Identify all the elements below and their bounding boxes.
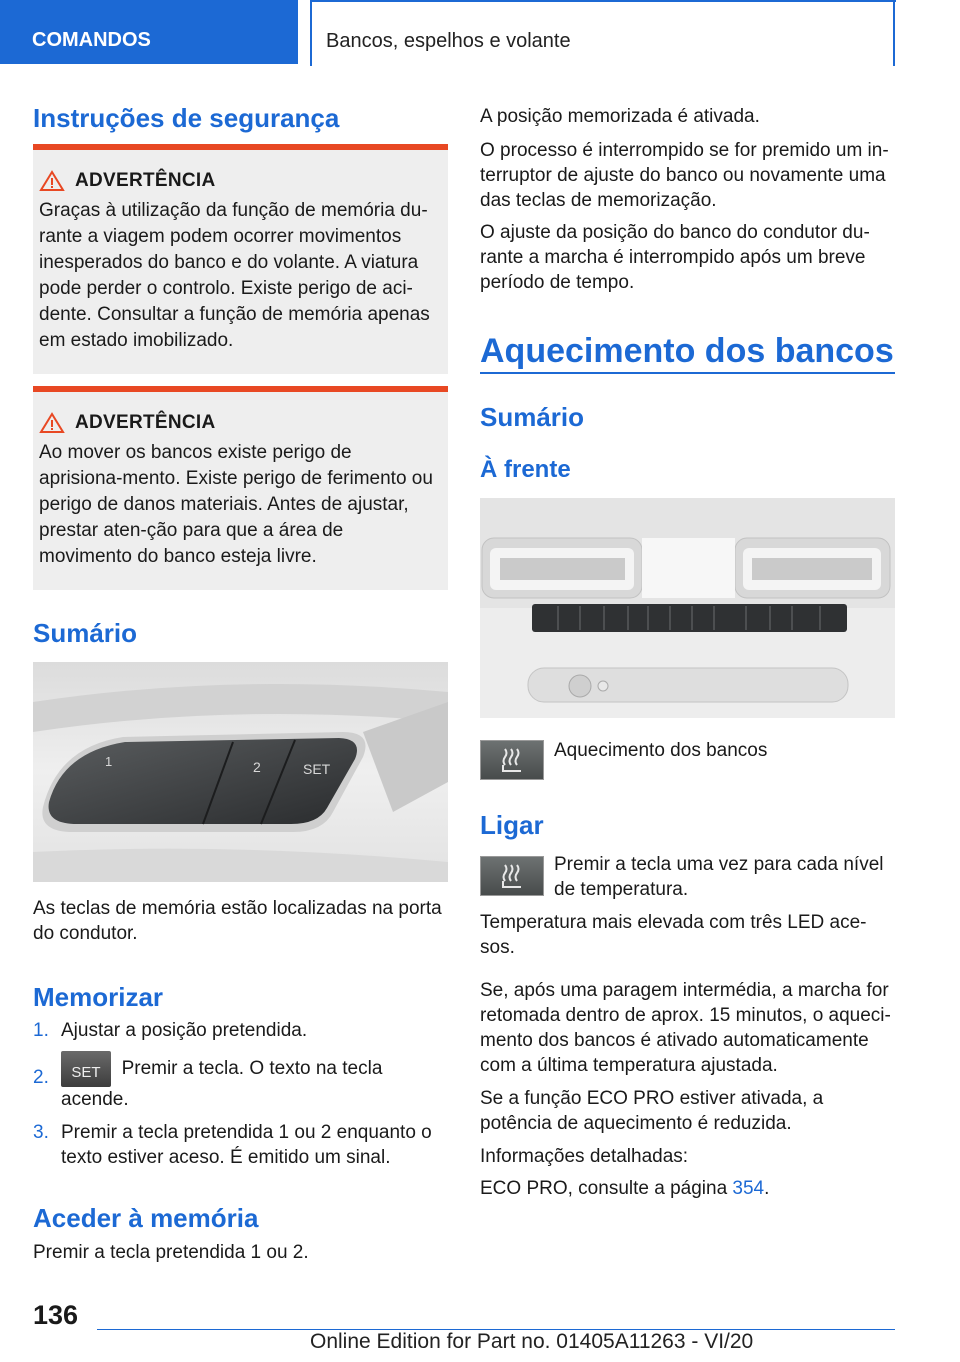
- step-text: Ajustar a posição pretendida.: [61, 1020, 308, 1041]
- seat-heating-key-icon: [480, 856, 544, 896]
- heading-summary-right: Sumário: [480, 402, 585, 432]
- step-number: 1.: [33, 1020, 49, 1041]
- switch-on-text: Premir a tecla uma vez para cada nível de temperatura.: [554, 854, 884, 900]
- paragraph: O ajuste da posição do banco do condutor du-rante a marcha é interrompido após um breve período de tempo.: [480, 222, 870, 293]
- paragraph-reference: [480, 1176, 896, 1201]
- paragraph: Se a função ECO PRO estiver ativada, a potência de aquecimento é reduzida.: [480, 1088, 824, 1134]
- list-item: [33, 1018, 448, 1043]
- seat-heating-icon: [481, 741, 543, 779]
- warning-box-1: [33, 144, 448, 374]
- paragraph: Informações detalhadas:: [480, 1146, 689, 1167]
- warning-text: Graças à utilização da função de memória du-rante a viagem podem ocorrer movimentos inesperados do banco e do volante. A viatura pode perder o controlo. Existe perigo de aci-dente. Consultar a função de memória apenas em estado imobilizado.: [39, 200, 430, 351]
- header-rule-left: [310, 0, 312, 66]
- heading-memorize: Memorizar: [33, 982, 164, 1012]
- door-button-set: SET: [303, 761, 331, 777]
- page-number: 136: [33, 1300, 79, 1330]
- heading-access-memory: Aceder à memória: [33, 1203, 259, 1233]
- door-button-1: 1: [105, 754, 113, 769]
- header-rule-right: [893, 0, 895, 66]
- console-photo: [480, 498, 895, 718]
- seat-heating-icon: [481, 857, 543, 895]
- door-button-2: 2: [253, 759, 261, 775]
- seat-heating-caption: Aquecimento dos bancos: [554, 740, 768, 761]
- warning-bar: [33, 144, 448, 150]
- access-memory-text: Premir a tecla pretendida 1 ou 2.: [33, 1242, 309, 1263]
- step-text: Premir a tecla. O texto na tecla acende.: [61, 1058, 383, 1110]
- warning-triangle-icon: [39, 412, 65, 434]
- paragraph: A posição memorizada é ativada.: [480, 106, 760, 127]
- chapter-title: Bancos, espelhos e volante: [326, 30, 571, 52]
- warning-title: ADVERTÊNCIA: [75, 170, 216, 191]
- step-text: Premir a tecla pretendida 1 ou 2 enquanto o texto estiver aceso. É emitido um sinal.: [61, 1122, 432, 1168]
- reference-text: ECO PRO, consulte a página: [480, 1178, 733, 1199]
- heading-seat-heating: Aquecimento dos bancos: [480, 332, 894, 370]
- heading-summary: Sumário: [33, 618, 138, 648]
- page-link[interactable]: 354: [732, 1178, 765, 1199]
- header-rule: [310, 0, 896, 2]
- paragraph: Temperatura mais elevada com três LED ace-sos.: [480, 912, 867, 958]
- paragraph: O processo é interrompido se for premido um in-terruptor de ajuste do banco ou novamente uma das teclas de memorização.: [480, 140, 889, 211]
- list-item: [33, 1120, 448, 1170]
- memory-buttons-photo: [33, 662, 448, 882]
- door-panel-image: [33, 662, 448, 882]
- section-label: COMANDOS: [32, 29, 151, 51]
- footer-edition: Online Edition for Part no. 01405A11263 - VI/20: [310, 1330, 754, 1353]
- memorize-steps: [33, 1018, 448, 1178]
- warning-text: Ao mover os bancos existe perigo de aprisiona-mento. Existe perigo de ferimento ou perigo de danos materiais. Antes de ajustar, prestar aten-ção para que a área de movimento do banco esteja livre.: [39, 442, 433, 567]
- section-tab: [0, 0, 298, 64]
- warning-bar: [33, 386, 448, 392]
- heading-switch-on: Ligar: [480, 810, 544, 840]
- memory-buttons-caption: As teclas de memória estão localizadas na porta do condutor.: [33, 898, 442, 944]
- paragraph: Se, após uma paragem intermédia, a marcha for retomada dentro de aprox. 15 minutos, o aqueci-mento dos bancos é ativado automaticamente com a última temperatura ajustada.: [480, 980, 891, 1076]
- list-item: [33, 1051, 448, 1112]
- heading-underline: [480, 372, 895, 374]
- reference-suffix: .: [764, 1178, 770, 1199]
- step-number: 3.: [33, 1122, 49, 1143]
- climate-console-image: [480, 498, 895, 718]
- heading-safety: Instruções de segurança: [33, 103, 340, 133]
- heading-front: À frente: [480, 456, 571, 483]
- warning-triangle-icon: [39, 170, 65, 192]
- warning-title: ADVERTÊNCIA: [75, 412, 216, 433]
- set-key-icon: SET: [61, 1051, 111, 1087]
- warning-box-2: [33, 386, 448, 590]
- step-number: 2.: [33, 1067, 49, 1088]
- seat-heating-key-icon: [480, 740, 544, 780]
